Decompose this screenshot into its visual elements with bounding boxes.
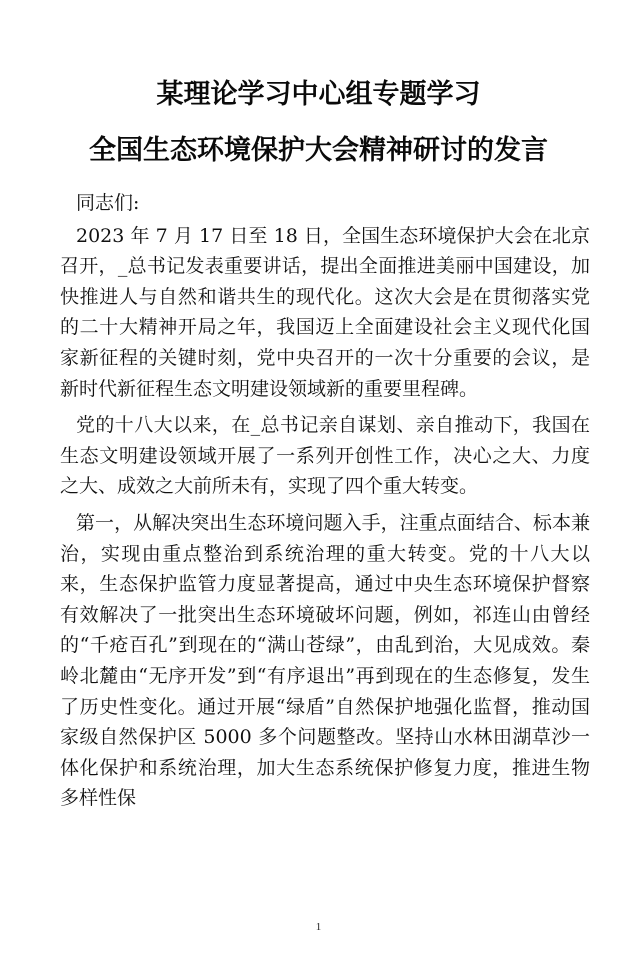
- paragraph-1: 2023 年 7 月 17 日至 18 日，全国生态环境保护大会在北京召开，_总书记发表重要讲话，提出全面推进美丽中国建设，加快推进人与自然和谐共生的现代化。这次大会是在贯彻落实党的二十大精神开局之年，我国迈上全面建设社会主义现代化国家新征程的关键时刻，党中央召开的一次十分重要的会议，是新时代新征程生态文明建设领域新的重要里程碑。: [60, 224, 590, 400]
- salutation: 同志们:: [76, 192, 140, 214]
- page-number: 1: [315, 921, 322, 933]
- document-title-line-1: 某理论学习中心组专题学习: [156, 79, 481, 110]
- paragraph-3: 第一，从解决突出生态环境问题入手，注重点面结合、标本兼治，实现由重点整治到系统治理的重大转变。党的十八大以来，生态保护监管力度显著提高，通过中央生态环境保护督察有效解决了一批突出生态环境破坏问题，例如，祁连山由曾经的“千疮百孔”到现在的“满山苍绿”，由乱到治，大见成效。秦岭北麓由“无序开发”到“有序退出”再到现在的生态修复，发生了历史性变化。通过开展“绿盾”自然保护地强化监督，推动国家级自然保护区 5000 多个问题整改。坚持山水林田湖草沙一体化保护和系统治理，加大生态系统保护修复力度，推进生物多样性保: [60, 511, 590, 810]
- paragraph-2: 党的十八大以来，在_总书记亲自谋划、亲自推动下，我国在生态文明建设领域开展了一系列开创性工作，决心之大、力度之大、成效之大前所未有，实现了四个重大转变。: [60, 414, 590, 498]
- document-title-line-2: 全国生态环境保护大会精神研讨的发言: [89, 135, 548, 166]
- document-body: [60, 188, 590, 820]
